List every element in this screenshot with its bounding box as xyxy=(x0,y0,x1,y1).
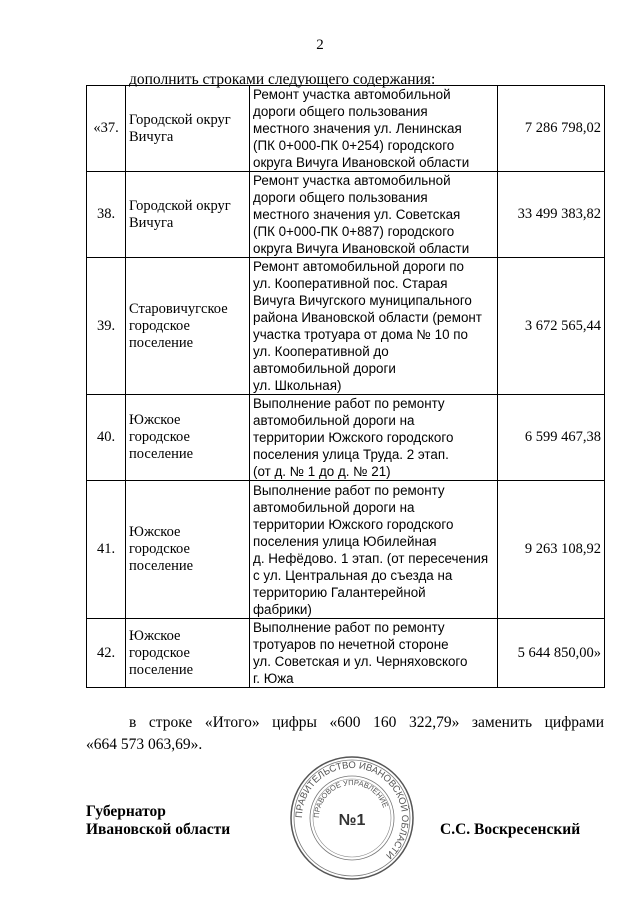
description-line: (ПК 0+000-ПК 0+887) городского xyxy=(253,224,455,239)
municipality-cell xyxy=(126,481,250,619)
description-line: дороги общего пользования xyxy=(253,190,428,205)
description-cell xyxy=(250,619,498,688)
description-line: ул. Советская и ул. Черняховского xyxy=(253,654,468,669)
municipality-line: поселение xyxy=(129,334,194,351)
description-line: дороги общего пользования xyxy=(253,104,428,119)
description-line: Выполнение работ по ремонту xyxy=(253,396,445,411)
description-line: территорию Галантерейной xyxy=(253,584,426,600)
amount-cell: 5 644 850,00» xyxy=(498,619,605,688)
municipality-line: поселение xyxy=(129,661,194,678)
description-line: Выполнение работ по ремонту xyxy=(253,482,445,498)
description-line: (от д. № 1 до д. № 21) xyxy=(253,464,391,479)
description-cell xyxy=(250,395,498,481)
total-line-2: «664 573 063,69». xyxy=(86,736,203,753)
amount-cell: 33 499 383,82 xyxy=(498,172,605,258)
amount-cell: 3 672 565,44 xyxy=(498,258,605,395)
description-line: г. Южа xyxy=(253,671,294,686)
road-repair-table xyxy=(86,85,605,688)
municipality-cell xyxy=(126,86,250,172)
row-number: 42. xyxy=(87,619,126,688)
signature-position-line-1: Губернатор xyxy=(86,803,166,820)
description-line: Вичуга Вичугского муниципального xyxy=(253,293,472,308)
description-line: территории Южского городского xyxy=(253,516,454,532)
table-row xyxy=(87,395,605,481)
municipality-cell xyxy=(126,395,250,481)
municipality-cell xyxy=(126,258,250,395)
description-line: ул. Кооперативной до xyxy=(253,344,389,359)
row-number: «37. xyxy=(87,86,126,172)
municipality-line: Городской округ xyxy=(129,111,231,128)
page-number: 2 xyxy=(316,37,324,53)
description-line: округа Вичуга Ивановской области xyxy=(253,241,470,256)
description-line: (ПК 0+000-ПК 0+254) городского xyxy=(253,138,455,153)
description-line: поселения улица Труда. 2 этап. xyxy=(253,447,449,462)
intro-text: дополнить строками следующего содержания: xyxy=(129,71,436,88)
signature-position xyxy=(86,803,230,839)
row-number: 38. xyxy=(87,172,126,258)
table-row xyxy=(87,619,605,688)
municipality-line: городское xyxy=(129,644,190,661)
description-cell xyxy=(250,258,498,395)
description-line: с ул. Центральная до съезда на xyxy=(253,567,453,583)
official-seal-icon xyxy=(289,755,415,881)
municipality-line: Вичуга xyxy=(129,214,174,231)
table-row xyxy=(87,481,605,619)
description-line: автомобильной дороги на xyxy=(253,413,415,428)
description-line: автомобильной дороги на xyxy=(253,499,415,515)
signature-position-line-2: Ивановской области xyxy=(86,821,231,838)
seal-number: №1 xyxy=(338,812,366,829)
description-line: территории Южского городского xyxy=(253,430,454,445)
municipality-line: Старовичугское xyxy=(129,300,228,317)
description-line: тротуаров по нечетной стороне xyxy=(253,637,449,652)
description-line: Выполнение работ по ремонту xyxy=(253,620,445,635)
description-line: местного значения ул. Советская xyxy=(253,207,461,222)
municipality-line: Южское xyxy=(129,627,181,644)
municipality-line: Южское xyxy=(129,412,181,428)
table-row xyxy=(87,86,605,172)
description-line: фабрики) xyxy=(253,601,312,617)
description-line: Ремонт участка автомобильной xyxy=(253,173,451,188)
description-line: Ремонт автомобильной дороги по xyxy=(253,259,464,274)
description-line: округа Вичуга Ивановской области xyxy=(253,155,470,170)
description-cell xyxy=(250,172,498,258)
amount-cell: 9 263 108,92 xyxy=(498,481,605,619)
municipality-cell xyxy=(126,172,250,258)
total-replacement-text xyxy=(86,712,604,756)
description-line: ул. Кооперативной пос. Старая xyxy=(253,276,448,291)
description-line: района Ивановской области (ремонт xyxy=(253,310,482,325)
municipality-line: поселение xyxy=(129,446,194,462)
row-number: 41. xyxy=(87,481,126,619)
municipality-line: городское xyxy=(129,541,190,557)
description-line: местного значения ул. Ленинская xyxy=(253,121,462,136)
description-cell xyxy=(250,481,498,619)
description-line: автомобильной дороги xyxy=(253,361,396,376)
row-number: 39. xyxy=(87,258,126,395)
description-line: участка тротуара от дома № 10 по xyxy=(253,327,468,342)
total-line-1: в строке «Итого» цифры «600 160 322,79» заменить цифрами xyxy=(129,714,604,731)
municipality-line: Вичуга xyxy=(129,128,174,145)
table-body xyxy=(87,86,605,688)
row-number: 40. xyxy=(87,395,126,481)
municipality-cell xyxy=(126,619,250,688)
signature-name: С.С. Воскресенский xyxy=(440,821,581,838)
municipality-line: поселение xyxy=(129,558,194,574)
municipality-line: городское xyxy=(129,429,190,445)
amount-cell: 7 286 798,02 xyxy=(498,86,605,172)
amount-cell: 6 599 467,38 xyxy=(498,395,605,481)
seal-inner-text: ПРАВОВОЕ УПРАВЛЕНИЕ xyxy=(311,777,391,819)
description-cell xyxy=(250,86,498,172)
municipality-line: Южское xyxy=(129,524,181,540)
seal-outer-text: ПРАВИТЕЛЬСТВО ИВАНОВСКОЙ ОБЛАСТИ xyxy=(293,759,411,861)
description-line: Ремонт участка автомобильной xyxy=(253,87,451,102)
table-row xyxy=(87,258,605,395)
table-row xyxy=(87,172,605,258)
description-line: д. Нефёдово. 1 этап. (от пересечения xyxy=(253,550,489,566)
municipality-line: Городской округ xyxy=(129,197,231,214)
description-line: ул. Школьная) xyxy=(253,378,342,393)
description-line: поселения улица Юбилейная xyxy=(253,533,437,549)
municipality-line: городское xyxy=(129,317,190,334)
